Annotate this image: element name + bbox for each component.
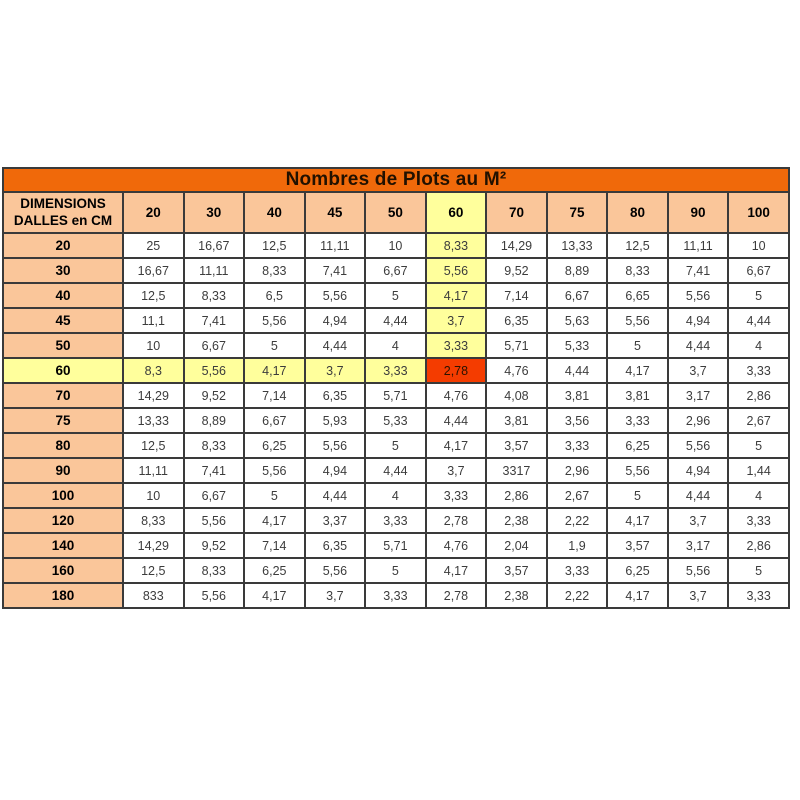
table-body <box>3 233 789 608</box>
column-header-80: 80 <box>607 192 668 233</box>
cell-180-45: 3,7 <box>305 583 366 608</box>
cell-140-80: 3,57 <box>607 533 668 558</box>
cell-40-50: 5 <box>365 283 426 308</box>
row-header-160: 160 <box>3 558 123 583</box>
cell-20-75: 13,33 <box>547 233 608 258</box>
cell-70-80: 3,81 <box>607 383 668 408</box>
cell-60-30: 5,56 <box>184 358 245 383</box>
cell-20-50: 10 <box>365 233 426 258</box>
cell-75-30: 8,89 <box>184 408 245 433</box>
cell-160-40: 6,25 <box>244 558 305 583</box>
row-header-20: 20 <box>3 233 123 258</box>
column-header-100: 100 <box>728 192 789 233</box>
cell-50-70: 5,71 <box>486 333 547 358</box>
table-row-80 <box>3 433 789 458</box>
cell-60-100: 3,33 <box>728 358 789 383</box>
cell-40-20: 12,5 <box>123 283 184 308</box>
table-row-120 <box>3 508 789 533</box>
table-row-180 <box>3 583 789 608</box>
cell-100-50: 4 <box>365 483 426 508</box>
cell-160-70: 3,57 <box>486 558 547 583</box>
cell-30-90: 7,41 <box>668 258 729 283</box>
table-row-70 <box>3 383 789 408</box>
cell-40-60: 4,17 <box>426 283 487 308</box>
cell-100-40: 5 <box>244 483 305 508</box>
cell-120-60: 2,78 <box>426 508 487 533</box>
table-row-40 <box>3 283 789 308</box>
cell-40-45: 5,56 <box>305 283 366 308</box>
cell-40-75: 6,67 <box>547 283 608 308</box>
cell-30-75: 8,89 <box>547 258 608 283</box>
cell-90-75: 2,96 <box>547 458 608 483</box>
cell-40-40: 6,5 <box>244 283 305 308</box>
cell-100-30: 6,67 <box>184 483 245 508</box>
cell-70-45: 6,35 <box>305 383 366 408</box>
cell-140-60: 4,76 <box>426 533 487 558</box>
cell-80-40: 6,25 <box>244 433 305 458</box>
table-row-45 <box>3 308 789 333</box>
row-header-60: 60 <box>3 358 123 383</box>
cell-75-90: 2,96 <box>668 408 729 433</box>
cell-45-75: 5,63 <box>547 308 608 333</box>
cell-70-75: 3,81 <box>547 383 608 408</box>
table-row-90 <box>3 458 789 483</box>
cell-30-20: 16,67 <box>123 258 184 283</box>
cell-160-60: 4,17 <box>426 558 487 583</box>
cell-120-45: 3,37 <box>305 508 366 533</box>
row-header-120: 120 <box>3 508 123 533</box>
cell-60-70: 4,76 <box>486 358 547 383</box>
cell-50-80: 5 <box>607 333 668 358</box>
cell-70-70: 4,08 <box>486 383 547 408</box>
plots-table-container <box>2 167 790 609</box>
cell-45-90: 4,94 <box>668 308 729 333</box>
cell-90-20: 11,11 <box>123 458 184 483</box>
cell-100-45: 4,44 <box>305 483 366 508</box>
cell-75-50: 5,33 <box>365 408 426 433</box>
cell-20-60: 8,33 <box>426 233 487 258</box>
cell-140-50: 5,71 <box>365 533 426 558</box>
cell-60-50: 3,33 <box>365 358 426 383</box>
cell-70-40: 7,14 <box>244 383 305 408</box>
column-header-90: 90 <box>668 192 729 233</box>
cell-80-20: 12,5 <box>123 433 184 458</box>
cell-90-50: 4,44 <box>365 458 426 483</box>
cell-180-100: 3,33 <box>728 583 789 608</box>
cell-160-80: 6,25 <box>607 558 668 583</box>
header-row <box>3 192 789 233</box>
cell-70-50: 5,71 <box>365 383 426 408</box>
cell-45-70: 6,35 <box>486 308 547 333</box>
cell-90-90: 4,94 <box>668 458 729 483</box>
cell-50-75: 5,33 <box>547 333 608 358</box>
cell-75-70: 3,81 <box>486 408 547 433</box>
cell-75-100: 2,67 <box>728 408 789 433</box>
cell-120-50: 3,33 <box>365 508 426 533</box>
cell-70-20: 14,29 <box>123 383 184 408</box>
cell-100-80: 5 <box>607 483 668 508</box>
cell-80-70: 3,57 <box>486 433 547 458</box>
cell-70-100: 2,86 <box>728 383 789 408</box>
cell-20-90: 11,11 <box>668 233 729 258</box>
cell-90-30: 7,41 <box>184 458 245 483</box>
row-header-30: 30 <box>3 258 123 283</box>
cell-30-30: 11,11 <box>184 258 245 283</box>
cell-100-75: 2,67 <box>547 483 608 508</box>
cell-20-100: 10 <box>728 233 789 258</box>
cell-50-40: 5 <box>244 333 305 358</box>
cell-20-20: 25 <box>123 233 184 258</box>
cell-40-80: 6,65 <box>607 283 668 308</box>
cell-180-60: 2,78 <box>426 583 487 608</box>
cell-50-50: 4 <box>365 333 426 358</box>
cell-140-30: 9,52 <box>184 533 245 558</box>
cell-45-50: 4,44 <box>365 308 426 333</box>
cell-30-45: 7,41 <box>305 258 366 283</box>
row-header-40: 40 <box>3 283 123 308</box>
cell-20-45: 11,11 <box>305 233 366 258</box>
cell-60-45: 3,7 <box>305 358 366 383</box>
cell-60-40: 4,17 <box>244 358 305 383</box>
cell-140-45: 6,35 <box>305 533 366 558</box>
table-title: Nombres de Plots au M² <box>3 168 789 192</box>
cell-75-20: 13,33 <box>123 408 184 433</box>
cell-45-40: 5,56 <box>244 308 305 333</box>
cell-180-20: 833 <box>123 583 184 608</box>
cell-180-90: 3,7 <box>668 583 729 608</box>
cell-100-20: 10 <box>123 483 184 508</box>
column-header-30: 30 <box>184 192 245 233</box>
row-header-80: 80 <box>3 433 123 458</box>
table-row-160 <box>3 558 789 583</box>
cell-90-40: 5,56 <box>244 458 305 483</box>
cell-120-20: 8,33 <box>123 508 184 533</box>
cell-80-60: 4,17 <box>426 433 487 458</box>
cell-120-80: 4,17 <box>607 508 668 533</box>
cell-140-40: 7,14 <box>244 533 305 558</box>
cell-90-45: 4,94 <box>305 458 366 483</box>
cell-40-90: 5,56 <box>668 283 729 308</box>
cell-120-90: 3,7 <box>668 508 729 533</box>
cell-70-60: 4,76 <box>426 383 487 408</box>
column-header-70: 70 <box>486 192 547 233</box>
table-row-30 <box>3 258 789 283</box>
cell-50-100: 4 <box>728 333 789 358</box>
cell-90-80: 5,56 <box>607 458 668 483</box>
cell-100-70: 2,86 <box>486 483 547 508</box>
cell-140-75: 1,9 <box>547 533 608 558</box>
cell-90-70: 3317 <box>486 458 547 483</box>
cell-20-30: 16,67 <box>184 233 245 258</box>
cell-160-90: 5,56 <box>668 558 729 583</box>
row-header-180: 180 <box>3 583 123 608</box>
cell-180-80: 4,17 <box>607 583 668 608</box>
cell-45-20: 11,1 <box>123 308 184 333</box>
cell-50-60: 3,33 <box>426 333 487 358</box>
cell-60-80: 4,17 <box>607 358 668 383</box>
cell-100-100: 4 <box>728 483 789 508</box>
cell-75-80: 3,33 <box>607 408 668 433</box>
cell-140-20: 14,29 <box>123 533 184 558</box>
cell-90-60: 3,7 <box>426 458 487 483</box>
row-header-50: 50 <box>3 333 123 358</box>
cell-160-50: 5 <box>365 558 426 583</box>
cell-90-100: 1,44 <box>728 458 789 483</box>
cell-160-75: 3,33 <box>547 558 608 583</box>
plots-table <box>2 167 790 609</box>
cell-140-100: 2,86 <box>728 533 789 558</box>
cell-180-70: 2,38 <box>486 583 547 608</box>
cell-75-45: 5,93 <box>305 408 366 433</box>
cell-50-20: 10 <box>123 333 184 358</box>
cell-100-60: 3,33 <box>426 483 487 508</box>
cell-140-90: 3,17 <box>668 533 729 558</box>
cell-80-90: 5,56 <box>668 433 729 458</box>
column-header-45: 45 <box>305 192 366 233</box>
cell-40-100: 5 <box>728 283 789 308</box>
cell-80-100: 5 <box>728 433 789 458</box>
row-header-100: 100 <box>3 483 123 508</box>
cell-180-75: 2,22 <box>547 583 608 608</box>
cell-160-45: 5,56 <box>305 558 366 583</box>
cell-100-90: 4,44 <box>668 483 729 508</box>
cell-120-40: 4,17 <box>244 508 305 533</box>
cell-60-20: 8,3 <box>123 358 184 383</box>
corner-header: DIMENSIONS DALLES en CM <box>3 192 123 233</box>
cell-80-50: 5 <box>365 433 426 458</box>
cell-140-70: 2,04 <box>486 533 547 558</box>
column-header-75: 75 <box>547 192 608 233</box>
cell-45-100: 4,44 <box>728 308 789 333</box>
cell-30-80: 8,33 <box>607 258 668 283</box>
cell-45-60: 3,7 <box>426 308 487 333</box>
cell-80-75: 3,33 <box>547 433 608 458</box>
cell-180-40: 4,17 <box>244 583 305 608</box>
title-row <box>3 168 789 192</box>
table-row-20 <box>3 233 789 258</box>
cell-160-100: 5 <box>728 558 789 583</box>
cell-75-40: 6,67 <box>244 408 305 433</box>
cell-20-80: 12,5 <box>607 233 668 258</box>
cell-160-30: 8,33 <box>184 558 245 583</box>
cell-60-75: 4,44 <box>547 358 608 383</box>
table-row-140 <box>3 533 789 558</box>
table-row-75 <box>3 408 789 433</box>
cell-120-70: 2,38 <box>486 508 547 533</box>
cell-45-80: 5,56 <box>607 308 668 333</box>
table-row-50 <box>3 333 789 358</box>
cell-120-30: 5,56 <box>184 508 245 533</box>
cell-60-60: 2,78 <box>426 358 487 383</box>
cell-30-40: 8,33 <box>244 258 305 283</box>
cell-30-50: 6,67 <box>365 258 426 283</box>
table-row-60 <box>3 358 789 383</box>
row-header-90: 90 <box>3 458 123 483</box>
cell-160-20: 12,5 <box>123 558 184 583</box>
cell-80-45: 5,56 <box>305 433 366 458</box>
row-header-70: 70 <box>3 383 123 408</box>
cell-30-100: 6,67 <box>728 258 789 283</box>
cell-120-100: 3,33 <box>728 508 789 533</box>
cell-50-45: 4,44 <box>305 333 366 358</box>
cell-45-45: 4,94 <box>305 308 366 333</box>
table-row-100 <box>3 483 789 508</box>
cell-50-90: 4,44 <box>668 333 729 358</box>
cell-20-40: 12,5 <box>244 233 305 258</box>
row-header-45: 45 <box>3 308 123 333</box>
cell-80-80: 6,25 <box>607 433 668 458</box>
cell-60-90: 3,7 <box>668 358 729 383</box>
row-header-75: 75 <box>3 408 123 433</box>
cell-50-30: 6,67 <box>184 333 245 358</box>
cell-75-75: 3,56 <box>547 408 608 433</box>
cell-180-50: 3,33 <box>365 583 426 608</box>
cell-120-75: 2,22 <box>547 508 608 533</box>
cell-70-30: 9,52 <box>184 383 245 408</box>
cell-180-30: 5,56 <box>184 583 245 608</box>
column-header-60: 60 <box>426 192 487 233</box>
cell-75-60: 4,44 <box>426 408 487 433</box>
cell-30-70: 9,52 <box>486 258 547 283</box>
column-header-20: 20 <box>123 192 184 233</box>
cell-40-70: 7,14 <box>486 283 547 308</box>
column-header-50: 50 <box>365 192 426 233</box>
column-header-40: 40 <box>244 192 305 233</box>
row-header-140: 140 <box>3 533 123 558</box>
cell-70-90: 3,17 <box>668 383 729 408</box>
cell-80-30: 8,33 <box>184 433 245 458</box>
cell-30-60: 5,56 <box>426 258 487 283</box>
cell-40-30: 8,33 <box>184 283 245 308</box>
cell-20-70: 14,29 <box>486 233 547 258</box>
cell-45-30: 7,41 <box>184 308 245 333</box>
